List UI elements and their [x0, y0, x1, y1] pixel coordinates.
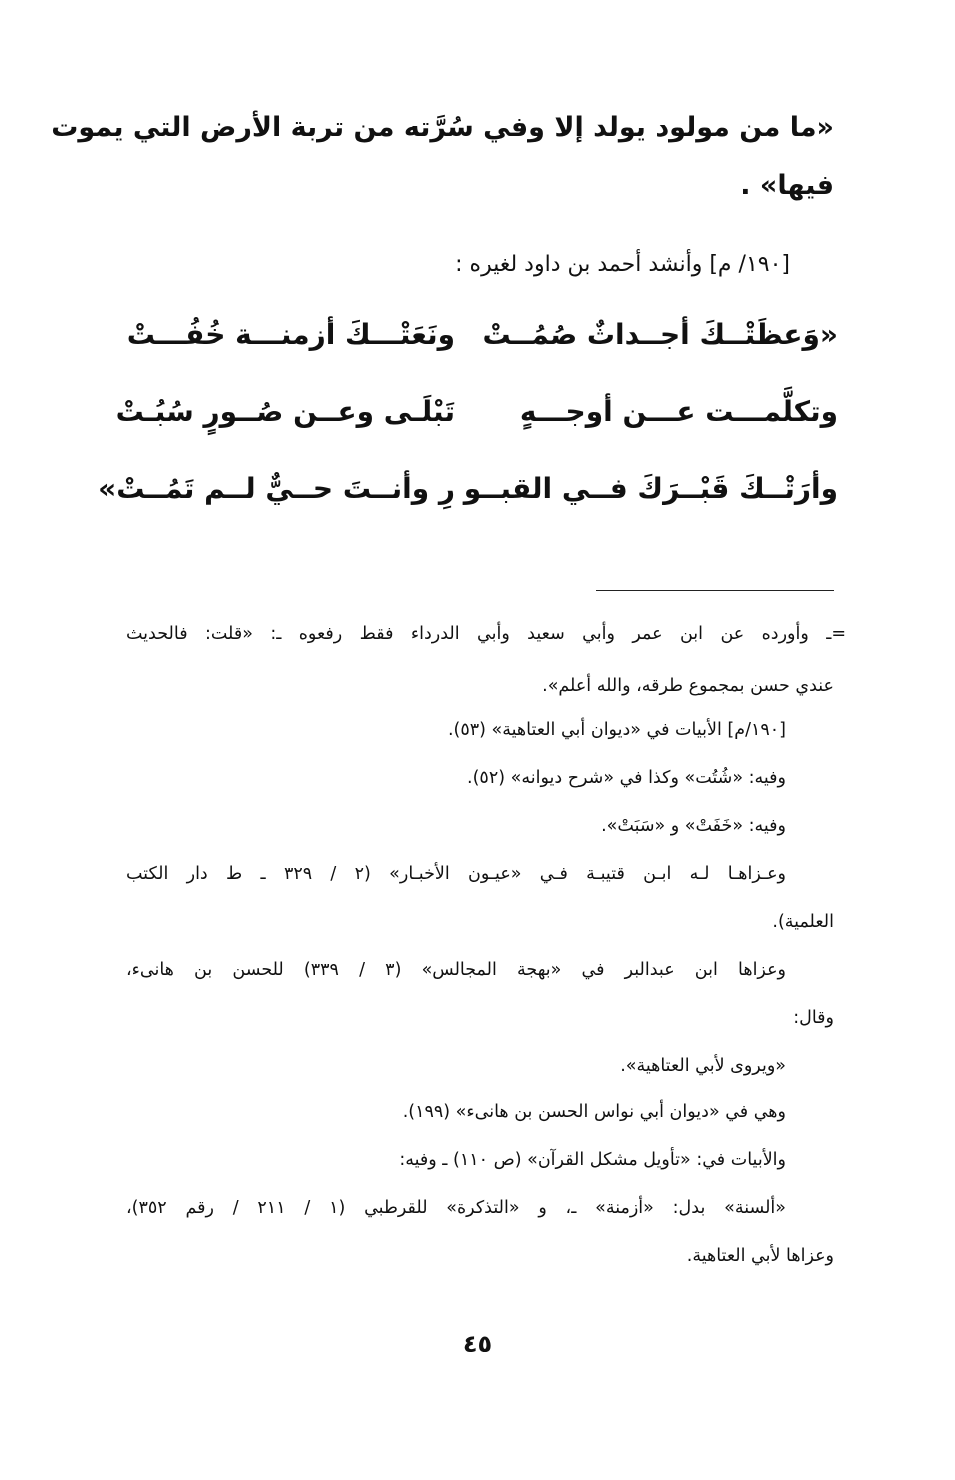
verse-3-second-hemistich: رِ وأنــتَ حــيٌّ لــم تَمُــتْ» — [98, 472, 455, 505]
footnote-line: وعزاها ابن عبدالبر في «بهجة المجالس» (٣ / ٣٣٩) للحسن بن هانىء، — [126, 960, 786, 980]
footnote-line: وهي في «ديوان أبي نواس الحسن بن هانىء» (١٩٩). — [402, 1102, 786, 1122]
footnote-line: =ـ وأورده عن ابن عمر وأبي سعيد وأبي الدرداء فقط رفعوه ـ: «قلت: فالحديث — [126, 624, 846, 644]
main-text-line-1: «ما من مولود يولد إلا وفي سُرَّته من تربة الأرض التي يموت — [51, 112, 834, 143]
poem-heading: [١٩٠/ م] وأنشد أحمد بن داود لغيره : — [455, 252, 790, 277]
footnote-line: وفيه: «خَفَتْ» و «سَبَتْ». — [601, 816, 786, 836]
verse-2-second-hemistich: تَبْلَـى وعــن صُــورٍ سُبُـتْ — [115, 395, 455, 428]
footnote-line: عندي حسن بمجموع طرقه، والله أعلم». — [542, 676, 834, 696]
footnote-line: وعزاها لأبي العتاهية. — [686, 1246, 834, 1266]
footnote-line: [١٩٠/م] الأبيات في «ديوان أبي العتاهية» (٥٣). — [447, 720, 786, 740]
footnote-line: وعـزاهـا لـه ابـن قتيبـة فـي «عيـون الأخبـار» (٢ / ٣٢٩ ـ ط دار الكتب — [126, 864, 786, 884]
page-number: ٤٥ — [462, 1330, 493, 1358]
verse-1-second-hemistich: ونَعَتْـــكَ أزمنـــة خُفُـــتْ — [126, 318, 455, 351]
footnote-line: وفيه: «شُتُت» وكذا في «شرح ديوانه» (٥٢). — [467, 768, 786, 788]
main-text-line-2: فيها» . — [740, 170, 834, 201]
verse-3-first-hemistich: وأرَتْــكَ قَبْــرَكَ فــي القبــو — [463, 472, 838, 505]
verse-1-first-hemistich: «وَعظَتْــكَ أجــداثٌ صُمُــتْ — [482, 318, 838, 351]
footnote-line: وقال: — [793, 1008, 834, 1028]
footnote-line: والأبيات في: «تأويل مشكل القرآن» (ص ١١٠) ـ وفيه: — [399, 1150, 786, 1170]
footnote-line: العلمية). — [772, 912, 834, 932]
verse-2-first-hemistich: وتكلَّمـــت عـــن أوجـــهٍ — [519, 395, 838, 428]
footnote-separator — [596, 590, 834, 591]
footnote-line: «ألسنة» بدل: «أزمنة» ـ، و «التذكرة» للقرطبي (١ / ٢١١ / رقم ٣٥٢)، — [126, 1198, 786, 1218]
footnote-line: «ويروى لأبي العتاهية». — [620, 1056, 786, 1076]
